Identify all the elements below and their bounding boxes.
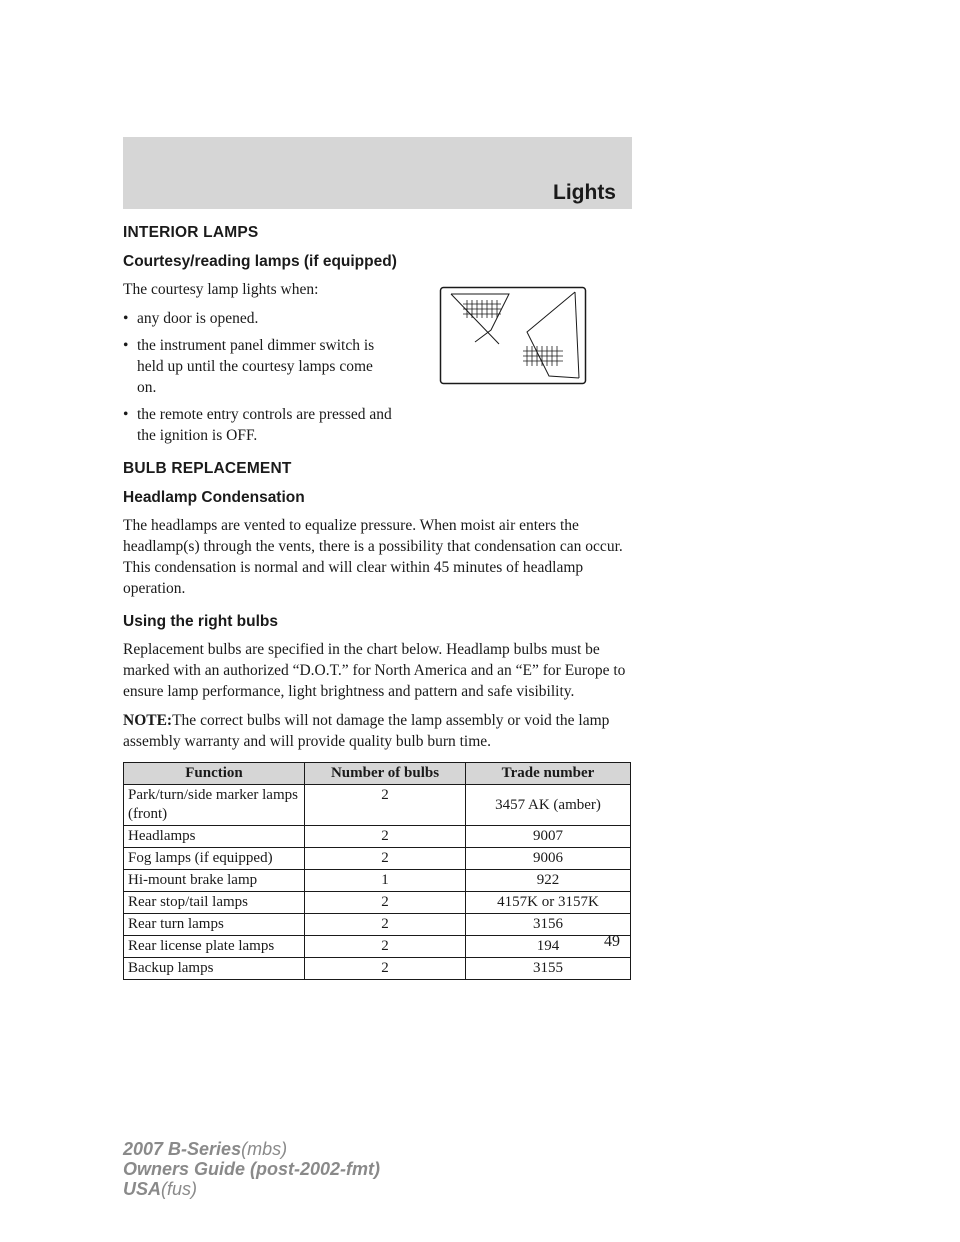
cell-trade: 194: [466, 936, 631, 958]
footer-model: 2007 B-Series: [123, 1139, 242, 1159]
cell-count: 2: [305, 848, 466, 870]
cell-trade: 4157K or 3157K: [466, 892, 631, 914]
table-row: [124, 785, 631, 826]
cell-function: Rear stop/tail lamps: [124, 892, 305, 914]
cell-trade: 9006: [466, 848, 631, 870]
cell-trade: 3156: [466, 914, 631, 936]
footer-model-code: (mbs): [241, 1139, 288, 1159]
table-row: [124, 848, 631, 870]
table-row: [124, 914, 631, 936]
cell-function: Park/turn/side marker lamps (front): [124, 785, 305, 826]
document-footer: [123, 1139, 380, 1199]
section-header-band: [123, 137, 632, 209]
table-row: [124, 870, 631, 892]
section-title: Lights: [553, 181, 616, 204]
condensation-subheading: Headlamp Condensation: [123, 489, 305, 506]
table-row: [124, 958, 631, 980]
cell-function: Rear turn lamps: [124, 914, 305, 936]
bulb-replacement-heading: BULB REPLACEMENT: [123, 460, 292, 477]
courtesy-intro: The courtesy lamp lights when:: [123, 281, 319, 298]
list-item: • the instrument panel dimmer switch is held up until the courtesy lamps come on.: [123, 335, 393, 398]
list-item: • the remote entry controls are pressed and the ignition is OFF.: [123, 404, 393, 446]
cell-trade: 3155: [466, 958, 631, 980]
cell-function: Fog lamps (if equipped): [124, 848, 305, 870]
footer-guide: Owners Guide (post-2002-fmt): [123, 1159, 381, 1179]
column-header-function: Function: [124, 763, 305, 785]
right-bulbs-subheading: Using the right bulbs: [123, 613, 278, 630]
courtesy-lamp-illustration-icon: [439, 286, 587, 386]
footer-market: USA: [123, 1179, 162, 1199]
table-header-row: [124, 763, 631, 785]
cell-function: Hi-mount brake lamp: [124, 870, 305, 892]
condensation-paragraph: The headlamps are vented to equalize pressure. When moist air enters the headlamp(s) through the vents, there is a possibility that condensation can occur. This condensation is normal and will clear within 45 minutes of headlamp operation.: [123, 517, 623, 597]
interior-lamps-heading: INTERIOR LAMPS: [123, 224, 259, 241]
cell-trade: 9007: [466, 826, 631, 848]
cell-count: 2: [305, 914, 466, 936]
right-bulbs-paragraph: Replacement bulbs are specified in the chart below. Headlamp bulbs must be marked with an authorized “D.O.T.” for North America and an “E” for Europe to ensure lamp performance, light brightness and pattern and safe visibility.: [123, 641, 626, 700]
cell-count: 2: [305, 936, 466, 958]
list-item: • any door is opened.: [123, 308, 393, 329]
column-header-number: Number of bulbs: [305, 763, 466, 785]
cell-count: 1: [305, 870, 466, 892]
table-row: [124, 936, 631, 958]
table-row: [124, 892, 631, 914]
courtesy-lamps-subheading: Courtesy/reading lamps (if equipped): [123, 253, 397, 270]
cell-function: Backup lamps: [124, 958, 305, 980]
page-number: 49: [604, 933, 620, 950]
cell-count: 2: [305, 785, 466, 826]
cell-trade: 922: [466, 870, 631, 892]
cell-count: 2: [305, 958, 466, 980]
table-row: [124, 826, 631, 848]
courtesy-conditions-list: [123, 308, 393, 446]
column-header-trade: Trade number: [466, 763, 631, 785]
bulb-table: [123, 762, 631, 980]
interior-lamps-section: [123, 222, 633, 446]
note-paragraph: [123, 710, 633, 752]
footer-market-code: (fus): [161, 1179, 198, 1199]
note-text: The correct bulbs will not damage the lamp assembly or void the lamp assembly warranty and will provide quality bulb burn time.: [123, 712, 610, 750]
cell-function: Headlamps: [124, 826, 305, 848]
cell-count: 2: [305, 892, 466, 914]
note-label: NOTE:: [123, 712, 173, 729]
cell-trade: 3457 AK (amber): [466, 785, 631, 826]
cell-count: 2: [305, 826, 466, 848]
cell-function: Rear license plate lamps: [124, 936, 305, 958]
page-content: [123, 222, 633, 980]
